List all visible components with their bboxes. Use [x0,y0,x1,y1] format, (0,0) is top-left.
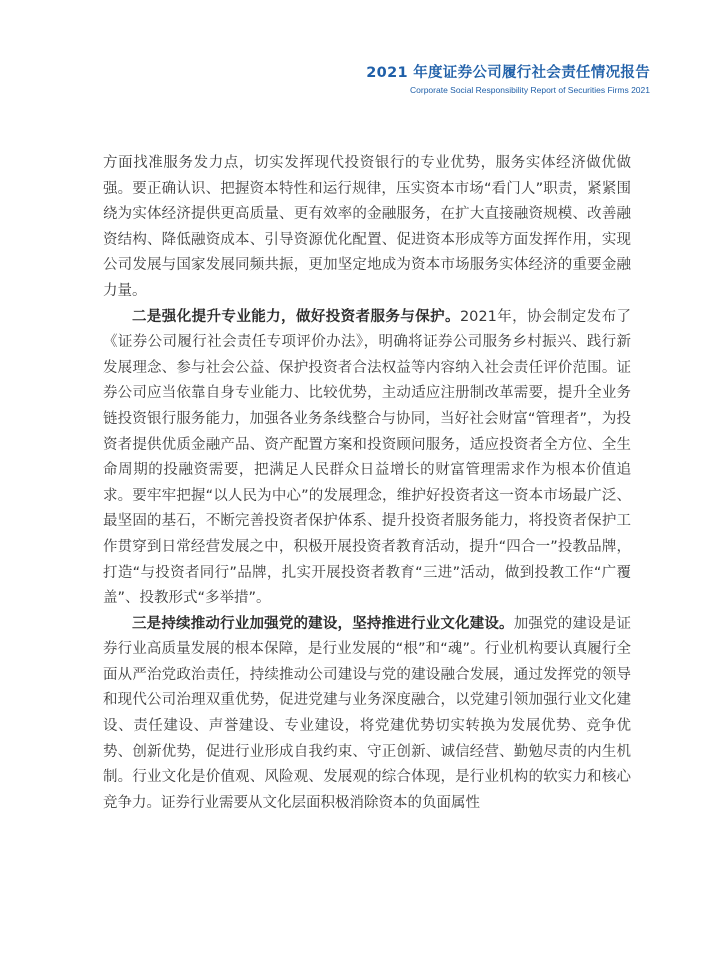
paragraph-lead: 二是强化提升专业能力，做好投资者服务与保护。 [132,308,460,325]
report-title: 2021 年度证券公司履行社会责任情况报告 [366,65,650,81]
report-header [366,64,650,96]
paragraph-text: 方面找准服务发力点，切实发挥现代投资银行的专业优势，服务实体经济做优做强。要正确认识、把握资本特性和运行规律，压实资本市场“看门人”职责，紧紧围绕为实体经济提供更高质量、更有效率的金融服务，在扩大直接融资规模、改善融资结构、降低融资成本、引导资源优化配置、促进资本形成等方面发挥作用，实现公司发展与国家发展同频共振，更加坚定地成为资本市场服务实体经济的重要金融力量。 [103,155,631,299]
paragraph-continued [103,151,631,305]
report-subtitle: Corporate Social Responsibility Report of Securities Firms 2021 [410,85,650,95]
paragraph-text: 2021年，协会制定发布了《证券公司履行社会责任专项评价办法》，明确将证券公司服务乡村振兴、践行新发展理念、参与社会公益、保护投资者合法权益等内容纳入社会责任评价范围。证券公司应当依靠自身专业能力、比较优势，主动适应注册制改革需要，提升全业务链投资银行服务能力，加强各业务条线整合与协同，当好社会财富“管理者”，为投资者提供优质金融产品、资产配置方案和投资顾问服务，适应投资者全方位、全生命周期的投融资需要，把满足人民群众日益增长的财富管理需求作为根本价值追求。要牢牢把握“以人民为中心”的发展理念，维护好投资者这一资本市场最广泛、最坚固的基石，不断完善投资者保护体系、提升投资者服务能力，将投资者保护工作贯穿到日常经营发展之中，积极开展投资者教育活动，提升“四合一”投教品牌，打造“与投资者同行”品牌，扎实开展投资者教育“三进”活动，做到投教工作“广覆盖”、投教形式“多举措”。 [103,308,631,607]
paragraph-investor-protection [103,305,631,612]
report-body [103,151,631,816]
paragraph-text: 加强党的建设是证券行业高质量发展的根本保障，是行业发展的“根”和“魂”。行业机构要认真履行全面从严治党政治责任，持续推动公司建设与党的建设融合发展，通过发挥党的领导和现代公司治理双重优势，促进党建与业务深度融合，以党建引领加强行业文化建设、责任建设、声誉建设、专业建设，将党建优势切实转换为发展优势、竞争优势、创新优势，促进行业形成自我约束、守正创新、诚信经营、勤勉尽责的内生机制。行业文化是价值观、风险观、发展观的综合体现，是行业机构的软实力和核心竞争力。证券行业需要从文化层面积极消除资本的负面属性 [103,615,632,811]
paragraph-party-building [103,612,631,817]
paragraph-lead: 三是持续推动行业加强党的建设，坚持推进行业文化建设。 [132,615,514,632]
